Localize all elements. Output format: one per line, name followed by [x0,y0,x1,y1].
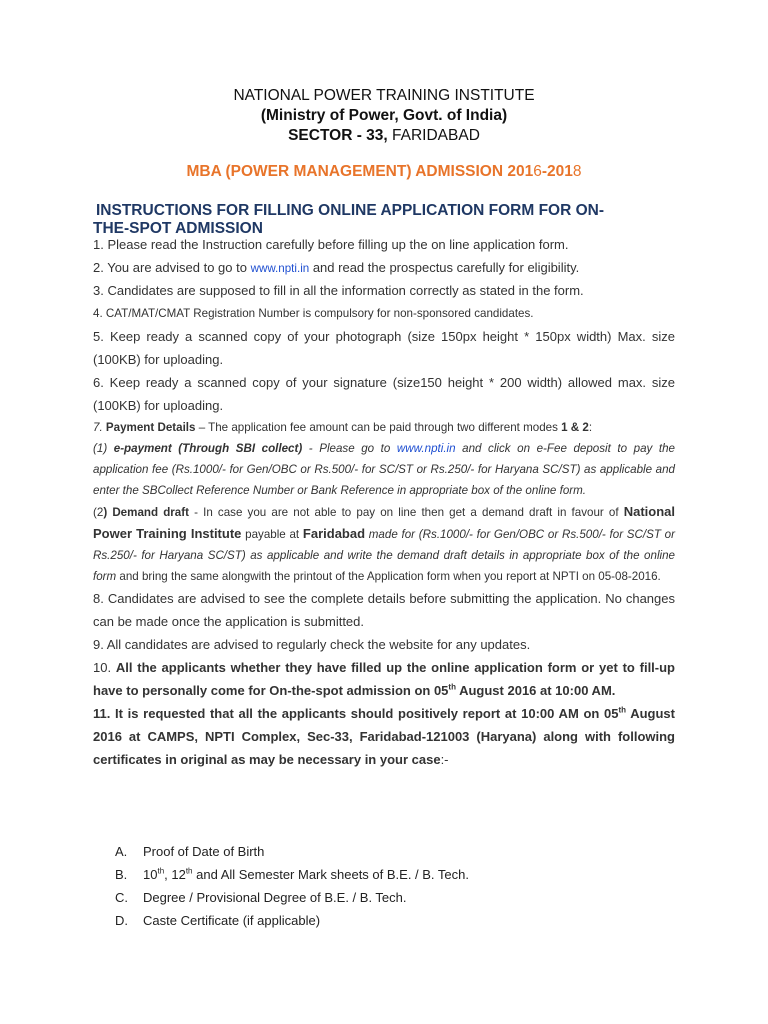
marksheets-text: and All Semester Mark sheets of B.E. / B. Tech. [192,867,469,882]
instruction-list [93,233,675,771]
instruction-10-text-a: All the applicants whether they have filled up the online application form or yet to fill-up have to personally come for On-the-spot admission on 05 [93,660,675,698]
grade-10: 10 [143,867,158,882]
list-marker: C. [115,890,128,905]
instruction-9: 9. All candidates are advised to regularly check the website for any updates. [93,637,531,652]
mode-2-num: (2 [93,506,104,519]
payment-mode-1 [93,438,675,501]
instruction-3: 3. Candidates are supposed to fill in all the information correctly as stated in the form. [93,283,584,298]
mode-2-city: Faridabad [302,526,366,541]
instruction-11-text-a: 11. It is requested that all the applicants should positively report at 10:00 AM on 05 [93,706,619,721]
payment-details-label: Payment Details [102,421,196,434]
city-label: FARIDABAD [387,127,480,144]
mode-1-post: and click on e-Fee deposit to pay the application fee (Rs.1000/- for Gen/OBC or Rs.500/- for SC/ST or Rs.250/- for Haryana SC/ST) as applicable and enter the SBCollect Reference Number or Bank Reference in appropriate box of the online form. [93,442,676,497]
instruction-5: 5. Keep ready a scanned copy of your photograph (size 150px height * 150px width) Max. size (100KB) for uploading. [93,329,675,367]
payment-mode-2 [93,501,675,587]
admission-title-part2: 6 [533,163,542,180]
list-item [115,909,469,932]
list-item [115,863,469,886]
instruction-2-pre: 2. You are advised to go to [93,260,251,275]
instruction-1: 1. Please read the Instruction carefully before filling up the on line application form. [93,237,569,252]
list-text: Degree / Provisional Degree of B.E. / B. Tech. [143,890,407,905]
list-item [115,840,469,863]
institute-name: NATIONAL POWER TRAINING INSTITUTE [233,87,535,104]
instruction-8: 8. Candidates are advised to see the complete details before submitting the application. No changes can be made once the application is submitted. [93,591,675,629]
mode-2-title: ) Demand draft [103,506,189,519]
instruction-11 [93,702,675,771]
institute-header [0,86,768,146]
ministry-line: (Ministry of Power, Govt. of India) [260,107,508,124]
grade-12: , 12 [164,867,186,882]
instruction-10-num: 10. [93,660,116,675]
sector-label: SECTOR - 33, [288,127,388,144]
mode-2-fee-text: made for (Rs.1000/- for Gen/OBC or Rs.500/- for SC/ST or Rs.250/- for Haryana SC/ST) as applicable and write the demand draft details in appropriate box of the online form [93,528,675,583]
list-marker: A. [115,844,128,859]
instruction-10-text-b: August 2016 at 10:00 AM. [455,683,616,698]
list-text: Caste Certificate (if applicable) [143,913,321,928]
list-marker: D. [115,913,128,928]
instruction-11-end: :- [440,752,449,767]
certificate-list [115,840,469,932]
mode-2-payee: National Power Training Institute [93,504,676,541]
instruction-10 [93,656,675,702]
mode-1-title: e-payment (Through SBI collect) [107,442,303,455]
admission-title-part3: -201 [541,163,573,180]
instruction-11-sup: th [618,705,627,715]
instructions-title-line2: THE-SPOT ADMISSION [93,220,263,237]
instruction-6: 6. Keep ready a scanned copy of your signature (size150 height * 200 width) allowed max. size (100KB) for uploading. [93,375,675,413]
sup-th-2: th [185,866,193,876]
mode-1-num: (1 [93,442,104,455]
instruction-7-text: – The application fee amount can be paid through two different modes [195,421,562,434]
list-text [143,863,469,886]
instruction-4: 4. CAT/MAT/CMAT Registration Number is compulsory for non-sponsored candidates. [93,307,534,320]
list-item [115,886,469,909]
instruction-7 [93,417,675,438]
instruction-2-post: and read the prospectus carefully for eligibility. [309,260,580,275]
instruction-10-sup: th [448,682,456,692]
mode-2-text-1: - In case you are not able to pay on line then get a demand draft in favour of [188,506,624,519]
npti-link[interactable]: www.npti.in [250,262,310,275]
payment-modes: 1 & 2 [561,421,589,434]
mode-2-text-3: and bring the same alongwith the printout of the Application form when you report at NPTI on 05-08-2016. [116,570,661,583]
instruction-11-text-b: August 2016 at CAMPS, NPTI Complex, Sec-33, Faridabad-121003 (Haryana) along with following certificates in original as may be necessary in your case [93,706,675,767]
address-line [0,126,768,146]
instructions-title-line1: INSTRUCTIONS FOR FILLING ONLINE APPLICATION FORM FOR ON- [96,202,605,219]
instruction-2 [93,256,675,279]
admission-title-part1: MBA (POWER MANAGEMENT) ADMISSION 201 [186,163,534,180]
admission-title [0,163,768,181]
npti-link-2[interactable]: www.npti.in [396,442,456,455]
admission-title-part4: 8 [572,163,582,180]
mode-1-pre: - Please go to [302,442,397,455]
mode-2-text-2: payable at [241,528,303,541]
mode-1-paren: ) [103,442,108,455]
sup-th-1: th [157,866,165,876]
list-text: Proof of Date of Birth [143,844,265,859]
instruction-7-end: : [588,421,593,434]
instruction-7-num: 7. [93,421,103,434]
list-marker: B. [115,867,128,882]
